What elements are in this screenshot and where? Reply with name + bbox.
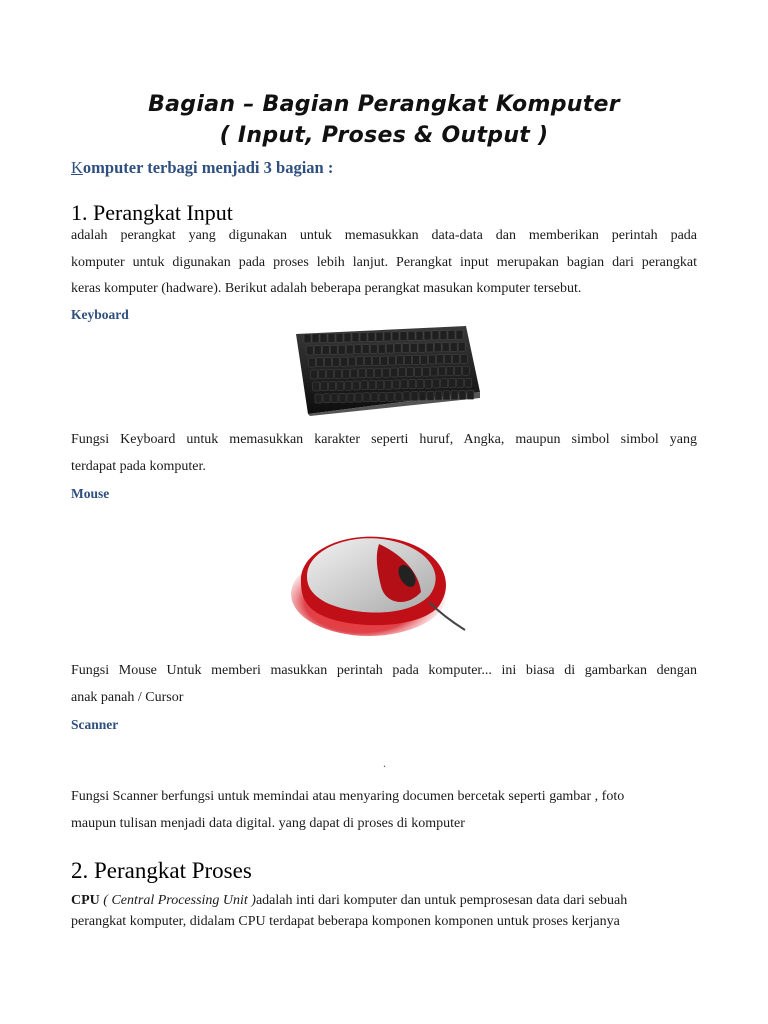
keyboard-key: [451, 391, 458, 400]
cpu-description: adalah inti dari komputer dan untuk pemprosesan data dari sebuah: [255, 893, 628, 908]
document-title-line-2: ( Input, Proses & Output ): [219, 123, 549, 148]
keyboard-key: [304, 334, 311, 343]
keyboard-key: [314, 346, 321, 355]
paragraph-line: Fungsi Scanner berfungsi untuk memindai atau menyaring documen bercetak seperti gambar , foto: [71, 789, 625, 804]
keyboard-key: [354, 345, 361, 354]
keyboard-key: [452, 354, 459, 363]
paragraph-line: keras komputer (hadware). Berikut adalah beberapa perangkat masukan komputer tersebut.: [71, 281, 582, 296]
keyboard-key: [322, 346, 329, 355]
keyboard-key: [361, 381, 368, 390]
keyboard-key: [375, 368, 382, 377]
keyboard-key: [320, 334, 327, 343]
keyboard-key: [447, 367, 454, 376]
keyboard-key: [432, 331, 439, 340]
keyboard-key: [439, 367, 446, 376]
keyboard-key: [371, 393, 378, 402]
keyboard-key: [363, 393, 370, 402]
keyboard-key: [457, 378, 464, 387]
paragraph-keyboard: [71, 427, 697, 480]
keyboard-key: [348, 357, 355, 366]
keyboard-key: [431, 367, 438, 376]
keyboard-key: [420, 355, 427, 364]
cpu-fullname: ( Central Processing Unit ): [99, 893, 256, 908]
keyboard-key: [332, 357, 339, 366]
intro-rest: omputer terbagi menjadi 3 bagian :: [82, 158, 334, 177]
keyboard-key: [442, 343, 449, 352]
keyboard-key: [396, 356, 403, 365]
mouse-image: [289, 520, 479, 638]
keyboard-key: [329, 382, 336, 391]
keyboard-key: [324, 358, 331, 367]
keyboard-image: [288, 322, 482, 416]
keyboard-key: [346, 345, 353, 354]
keyboard-key: [465, 378, 472, 387]
keyboard-key: [316, 358, 323, 367]
keyboard-key: [456, 330, 463, 339]
keyboard-key: [311, 370, 318, 379]
paragraph-line: adalah perangkat yang digunakan untuk memasukkan data-data dan memberikan perintah pada: [71, 228, 697, 243]
keyboard-key: [427, 391, 434, 400]
keyboard-key: [415, 367, 422, 376]
keyboard-key: [336, 333, 343, 342]
keyboard-key: [360, 333, 367, 342]
paragraph-line: Fungsi Mouse Untuk memberi masukkan perintah pada komputer... ini biasa di gambarkan dengan: [71, 663, 697, 678]
keyboard-key: [433, 379, 440, 388]
keyboard-key: [323, 394, 330, 403]
keyboard-key: [460, 354, 467, 363]
keyboard-key: [345, 381, 352, 390]
keyboard-key: [379, 392, 386, 401]
intro-first-letter: K: [71, 158, 83, 177]
keyboard-key: [467, 390, 474, 399]
keyboard-key: [393, 380, 400, 389]
paragraph-line: anak panah / Cursor: [71, 689, 184, 705]
paragraph-line: Fungsi Keyboard untuk memasukkan karakter seperti huruf, Angka, maupun simbol simbol yang: [71, 432, 697, 447]
keyboard-key: [424, 331, 431, 340]
keyboard-key: [459, 390, 466, 399]
keyboard-key: [370, 344, 377, 353]
keyboard-key: [449, 379, 456, 388]
keyboard-key: [417, 379, 424, 388]
keyboard-key: [372, 356, 379, 365]
keyboard-key: [367, 369, 374, 378]
keyboard-key: [392, 332, 399, 341]
keyboard-key: [455, 366, 462, 375]
keyboard-key: [419, 391, 426, 400]
keyboard-key: [386, 344, 393, 353]
keyboard-key: [407, 368, 414, 377]
keyboard-key: [347, 393, 354, 402]
keyboard-key: [410, 343, 417, 352]
paragraph-line: maupun tulisan menjadi data digital. yang dapat di proses di komputer: [71, 815, 465, 831]
heading-perangkat-proses: 2. Perangkat Proses: [71, 858, 252, 883]
keyboard-key: [434, 343, 441, 352]
keyboard-key: [391, 368, 398, 377]
keyboard-key: [423, 367, 430, 376]
keyboard-key: [344, 333, 351, 342]
keyboard-key: [330, 345, 337, 354]
keyboard-key: [385, 380, 392, 389]
keyboard-key: [450, 342, 457, 351]
keyboard-key: [443, 391, 450, 400]
keyboard-key: [321, 382, 328, 391]
keyboard-key: [463, 366, 470, 375]
keyboard-key: [359, 369, 366, 378]
keyboard-key: [319, 370, 326, 379]
keyboard-key: [418, 343, 425, 352]
keyboard-key: [352, 333, 359, 342]
keyboard-key: [436, 355, 443, 364]
keyboard-key: [315, 394, 322, 403]
keyboard-key: [404, 356, 411, 365]
subheading-mouse: Mouse: [71, 486, 110, 501]
keyboard-key: [426, 343, 433, 352]
keyboard-key: [395, 392, 402, 401]
keyboard-key: [408, 331, 415, 340]
keyboard-key: [362, 345, 369, 354]
intro-text: [71, 158, 333, 178]
keyboard-key: [388, 356, 395, 365]
keyboard-key: [376, 332, 383, 341]
keyboard-key: [340, 357, 347, 366]
subheading-keyboard: Keyboard: [71, 307, 129, 322]
keyboard-key: [458, 342, 465, 351]
subheading-scanner: Scanner: [71, 717, 119, 732]
keyboard-key: [368, 332, 375, 341]
keyboard-key: [448, 330, 455, 339]
keyboard-key: [338, 345, 345, 354]
paragraph-input: [71, 223, 697, 303]
keyboard-key: [444, 355, 451, 364]
cpu-line-1: [71, 888, 697, 915]
keyboard-key: [440, 331, 447, 340]
keyboard-key: [387, 392, 394, 401]
keyboard-key: [308, 358, 315, 367]
keyboard-key: [416, 331, 423, 340]
keyboard-key: [369, 381, 376, 390]
keyboard-key: [403, 392, 410, 401]
keyboard-key: [383, 368, 390, 377]
keyboard-key: [401, 380, 408, 389]
keyboard-key: [339, 393, 346, 402]
scanner-image-placeholder: .: [383, 756, 386, 770]
keyboard-key: [378, 344, 385, 353]
keyboard-key: [351, 369, 358, 378]
keyboard-key: [312, 334, 319, 343]
keyboard-key: [327, 370, 334, 379]
keyboard-key: [402, 344, 409, 353]
keyboard-key: [335, 369, 342, 378]
keyboard-key: [394, 344, 401, 353]
keyboard-key: [328, 333, 335, 342]
keyboard-key: [313, 382, 320, 391]
keyboard-key: [377, 380, 384, 389]
keyboard-key: [380, 356, 387, 365]
keyboard-key: [412, 355, 419, 364]
keyboard-key: [441, 379, 448, 388]
paragraph-scanner: [71, 784, 697, 837]
keyboard-key: [428, 355, 435, 364]
keyboard-key: [364, 357, 371, 366]
document-title-line-1: Bagian – Bagian Perangkat Komputer: [148, 92, 620, 117]
keyboard-key: [356, 357, 363, 366]
keyboard-key: [343, 369, 350, 378]
paragraph-mouse: [71, 658, 697, 711]
keyboard-key: [337, 381, 344, 390]
paragraph-line: komputer untuk digunakan pada proses lebih lanjut. Perangkat input merupakan bagian dari perangkat: [71, 254, 697, 270]
keyboard-key: [425, 379, 432, 388]
keyboard-key: [399, 368, 406, 377]
keyboard-key: [400, 332, 407, 341]
keyboard-key: [306, 346, 313, 355]
heading-perangkat-input: 1. Perangkat Input: [71, 200, 233, 225]
keyboard-key: [331, 394, 338, 403]
keyboard-key: [409, 380, 416, 389]
keyboard-key: [435, 391, 442, 400]
cpu-label: CPU: [71, 893, 100, 908]
keyboard-key: [411, 392, 418, 401]
cpu-line-2: perangkat komputer, didalam CPU terdapat beberapa komponen komponen untuk proses kerjanya: [71, 914, 620, 929]
keyboard-key: [384, 332, 391, 341]
keyboard-key: [355, 393, 362, 402]
keyboard-key: [353, 381, 360, 390]
paragraph-line: terdapat pada komputer.: [71, 458, 206, 474]
